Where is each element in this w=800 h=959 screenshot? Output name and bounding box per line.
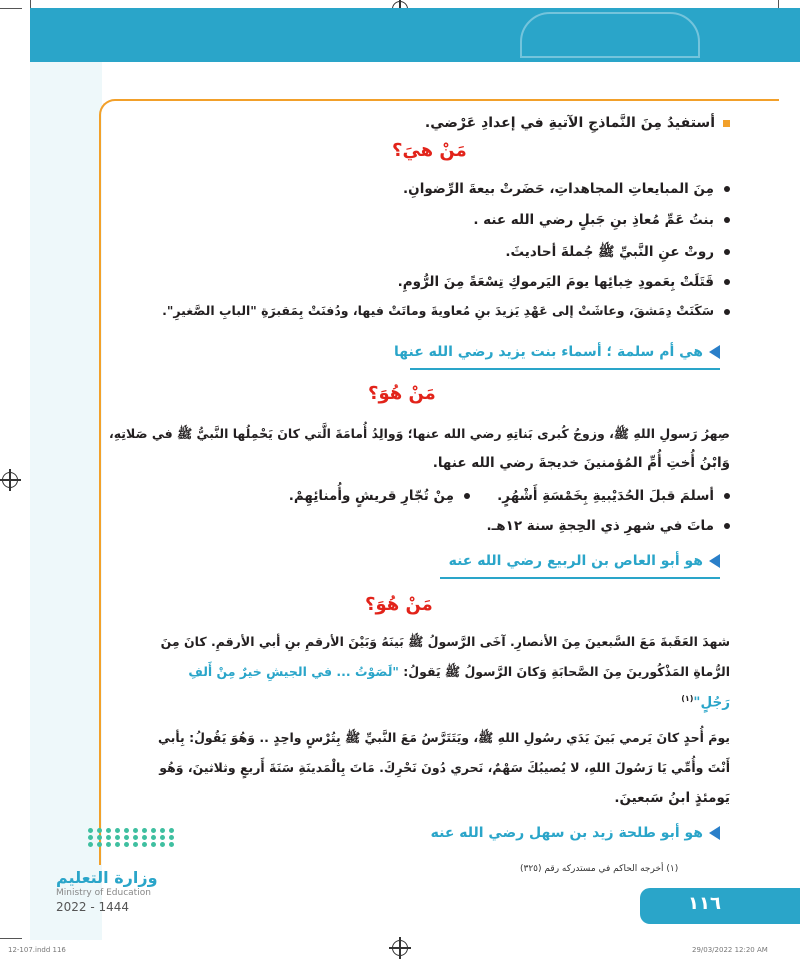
section3-paragraph-line: أَنْتَ وأُمِّي يَا رَسُولَ اللهِ، لا يُصيبُكَ سَهْمٌ، نَحري دُونَ نَحْرِكَ. مَاتَ بِالْمَدينَةِ سَنَةَ أَربعٍ وثلاثينَ، وَهُو <box>159 760 730 775</box>
square-bullet-icon <box>723 120 730 127</box>
section3-answer: هو أبو طلحة زيد بن سهل رضي الله عنه <box>431 825 720 841</box>
page-number: ١١٦ <box>688 893 721 914</box>
section3-paragraph-line: شهدَ العَقَبةَ مَعَ السَّبعينَ مِنَ الأنصارِ. آخَى الرَّسولُ ﷺ بَينَهُ وَبَيْنَ الأرقمِ بنِ أبي الأرقمِ. كانَ مِنَ <box>160 634 730 649</box>
bullet-dot-icon <box>724 523 730 529</box>
footnote: (١) أخرجه الحاكم في مستدركه رقم (٣٢٥) <box>520 864 679 874</box>
section2-bullet: ماتَ في شهرِ ذي الحِجةِ سنة ١٢هـ. <box>487 518 731 534</box>
section2-bullet: مِنْ تُجّارِ قريشٍ وأُمنائِهِمْ. <box>289 488 470 504</box>
answer-arrow-icon <box>709 345 720 359</box>
print-slug-file: 12-107.indd 116 <box>8 946 66 954</box>
registration-mark-icon <box>2 472 18 488</box>
section2-bullet: أسلمَ قبلَ الحُدَيْبيةِ بِخَمْسَةِ أَشْهُرٍ. <box>497 488 730 504</box>
bullet-dot-icon <box>724 279 730 285</box>
section1-bullet: بنتُ عَمِّ مُعاذِ بنِ جَبلٍ رضي الله عنه . <box>473 212 730 228</box>
section1-bullet: قَتَلَتْ بِعَمودِ خِبائِها يومَ اليَرموكِ تِسْعَةً مِنَ الرُّومِ. <box>398 274 730 290</box>
section2-paragraph-line: وَابْنُ أُختِ أُمِّ المُؤمنينَ خديجةَ رضي الله عنها. <box>432 455 730 471</box>
answer-underline <box>440 577 720 579</box>
section1-bullet: سَكَنَتْ دِمَشقَ، وعاشَتْ إلى عَهْدِ يَزيدَ بنِ مُعاويةَ وماتَتْ فيها، ودُفنَتْ بِمَقبرَةِ "البابِ الصَّغيرِ". <box>162 303 730 318</box>
bullet-dot-icon <box>724 217 730 223</box>
ministry-name-english: Ministry of Education <box>56 888 151 898</box>
section3-title: مَنْ هُوَ؟ <box>365 594 433 615</box>
bullet-dot-icon <box>724 493 730 499</box>
quote-text: "لَصَوْتُ ... في الجيشِ خيرٌ مِنْ أَلفِ <box>188 664 399 679</box>
ministry-name-arabic: وزارة التعليم <box>56 868 158 887</box>
ministry-logo-icon <box>88 828 176 847</box>
crop-mark <box>0 8 22 9</box>
section1-bullet: روتْ عنِ النَّبيِّ ﷺ جُملةَ أحاديثَ. <box>505 243 730 263</box>
section1-bullet: مِنَ المبايعاتِ المجاهداتِ، حَضَرتْ بيعةَ الرِّضوانِ. <box>403 181 730 197</box>
section2-paragraph-line: صِهرُ رَسولِ اللهِ ﷺ، وزوجُ كُبرى بَناتِهِ رضي الله عنها؛ وَوالِدُ أُمامَةَ الَّتي كانَ يَحْمِلُها النَّبيُّ ﷺ في صَلاتِهِ، <box>108 426 730 441</box>
crop-mark <box>0 938 22 939</box>
bullet-dot-icon <box>464 493 470 499</box>
banner-calligraphy-decoration <box>520 12 700 58</box>
bullet-dot-icon <box>724 249 730 255</box>
section3-paragraph-line <box>681 694 730 711</box>
bullet-dot-icon <box>724 186 730 192</box>
section1-answer: هي أم سلمة ؛ أسماء بنت يزيد رضي الله عنها <box>394 344 720 360</box>
section3-paragraph-line: يَومئذٍ ابنُ سَبعينَ. <box>614 790 730 806</box>
registration-mark-icon <box>392 940 408 956</box>
answer-underline <box>410 368 720 370</box>
footnote-ref: (١) <box>681 694 694 703</box>
section3-paragraph-line: الرُّماةِ المَذْكُورينَ مِنَ الصَّحابَةِ وَكانَ الرَّسولُ ﷺ يَقولُ: "لَصَوْتُ ... في الجيشِ خيرٌ مِنْ أَلفِ <box>188 664 730 679</box>
answer-arrow-icon <box>709 826 720 840</box>
print-slug-date: 29/03/2022 12:20 AM <box>692 946 768 954</box>
edition-year: 2022 - 1444 <box>56 900 130 914</box>
section2-title: مَنْ هُوَ؟ <box>368 383 436 404</box>
bullet-dot-icon <box>724 309 730 315</box>
top-banner <box>30 8 800 62</box>
side-strip <box>30 62 102 940</box>
section1-title: مَنْ هيَ؟ <box>392 140 467 161</box>
quote-text: رَجُلٍ" <box>693 694 730 711</box>
answer-arrow-icon <box>709 554 720 568</box>
section3-paragraph-line: يومَ أُحدٍ كانَ يَرمي بَينَ يَدَي رسُولِ اللهِ ﷺ، ويَتَتَرَّسُ مَعَ النَّبيِّ ﷺ بِتُرْسٍ واحِدٍ .. وَهُوَ يَقُولُ: بِأبي <box>158 730 730 745</box>
section2-answer: هو أبو العاص بن الربيع رضي الله عنه <box>449 553 720 569</box>
intro-line: أستفيدُ مِنَ النَّماذجِ الآتيةِ في إعدادِ عَرْضي. <box>425 115 730 131</box>
